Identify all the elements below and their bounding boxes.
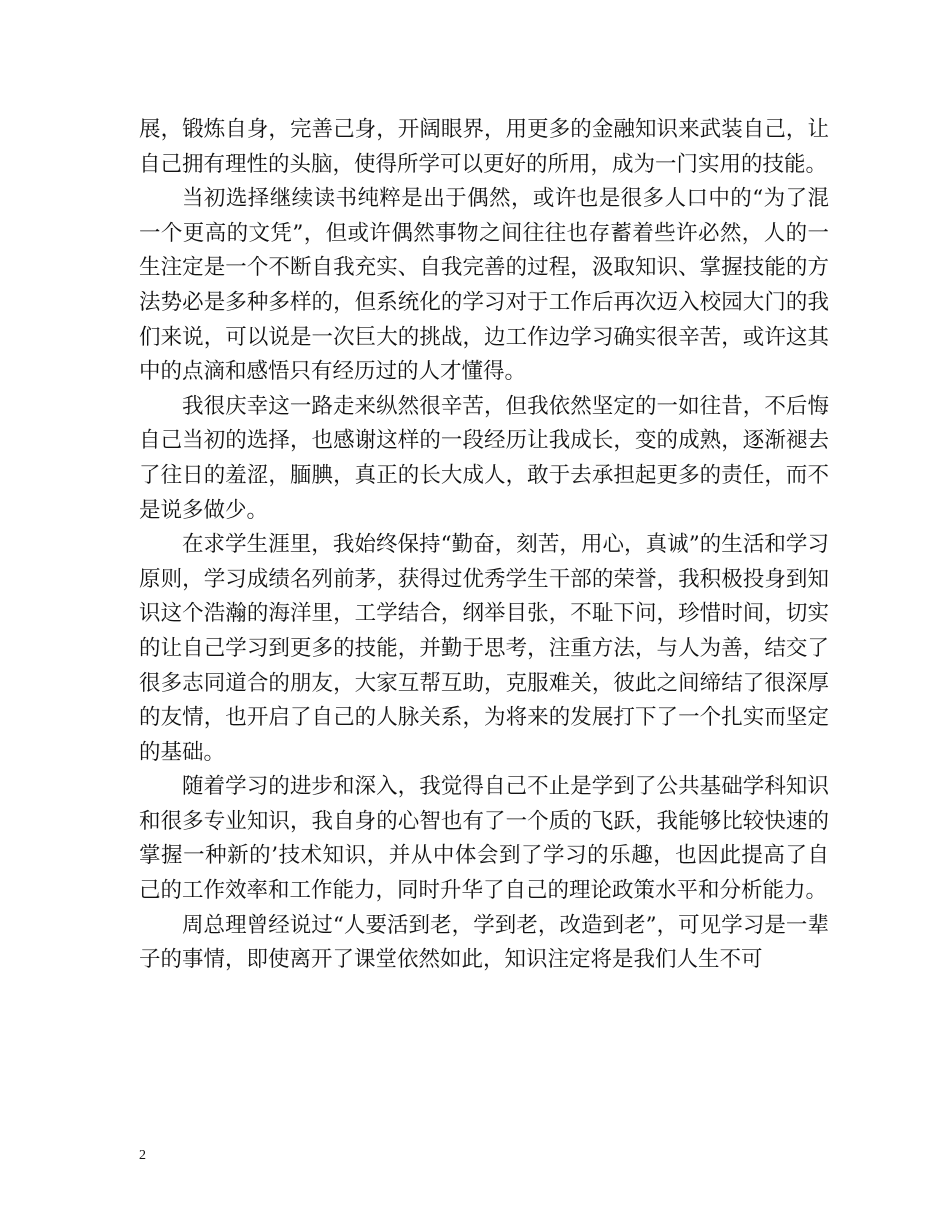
page-number: 2 <box>139 1148 146 1163</box>
paragraph-5: 随着学习的进步和深入，我觉得自己不止是学到了公共基础学科知识和很多专业知识，我自身的心智也有了一个质的飞跃，我能够比较快速的掌握一种新的’技术知识，并从中体会到了学习的乐趣，也因此提高了自己的工作效率和工作能力，同时升华了自己的理论政策水平和分析能力。 <box>139 774 829 904</box>
paragraph-1: 展，锻炼自身，完善己身，开阔眼界，用更多的金融知识来武装自己，让自己拥有理性的头脑，使得所学可以更好的所用，成为一门实用的技能。 <box>139 117 829 177</box>
paragraph-4: 在求学生涯里，我始终保持“勤奋，刻苦，用心，真诚”的生活和学习原则，学习成绩名列前茅，获得过优秀学生干部的荣誉，我积极投身到知识这个浩瀚的海洋里，工学结合，纲举目张，不耻下问，珍惜时间，切实的让自己学习到更多的技能，并勤于思考，注重方法，与人为善，结交了很多志同道合的朋友，大家互帮互助，克服难关，彼此之间缔结了很深厚的友情，也开启了自己的人脉关系，为将来的发展打下了一个扎实而坚定的基础。 <box>139 532 829 765</box>
paragraph-3: 我很庆幸这一路走来纵然很辛苦，但我依然坚定的一如往昔，不后悔自己当初的选择，也感谢这样的一段经历让我成长，变的成熟，逐渐褪去了往日的羞涩，腼腆，真正的长大成人，敢于去承担起更多的责任，而不是说多做少。 <box>139 393 829 523</box>
body-text <box>139 113 829 978</box>
paragraph-2: 当初选择继续读书纯粹是出于偶然，或许也是很多人口中的“为了混一个更高的文凭”，但或许偶然事物之间往往也存蓄着些许必然，人的一生注定是一个不断自我充实、自我完善的过程，汲取知识、掌握技能的方法势必是多种多样的，但系统化的学习对于工作后再次迈入校园大门的我们来说，可以说是一次巨大的挑战，边工作边学习确实很辛苦，或许这其中的点滴和感悟只有经历过的人才懂得。 <box>139 186 829 385</box>
paragraph-6: 周总理曾经说过“人要活到老，学到老，改造到老”，可见学习是一辈子的事情，即使离开了课堂依然如此，知识注定将是我们人生不可 <box>139 912 829 973</box>
